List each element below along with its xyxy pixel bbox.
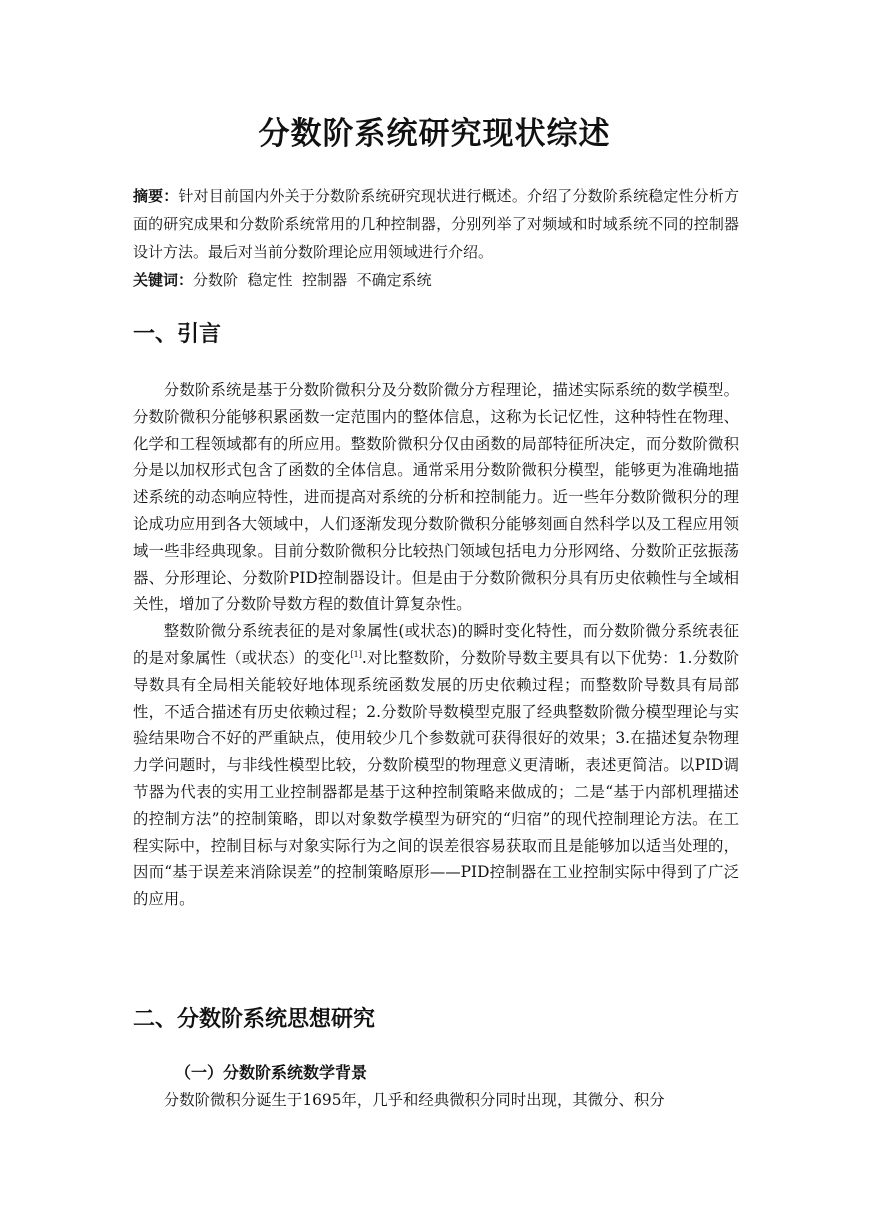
section-heading-introduction: 一、引言 <box>133 322 222 347</box>
abstract-label: 摘要： <box>133 187 179 205</box>
subsection-heading-math-background: （一）分数阶系统数学背景 <box>175 1063 368 1082</box>
keywords-text: 分数阶 稳定性 控制器 不确定系统 <box>193 271 432 289</box>
keywords-label: 关键词： <box>133 271 194 289</box>
abstract-text: 针对目前国内外关于分数阶系统研究现状进行概述。介绍了分数阶系统稳定性分析方面的研究成果和分数阶系统常用的几种控制器，分别列举了对频域和时域系统不同的控制器设计方法。最后对当前分数阶理论应用领域进行介绍。 <box>133 187 739 261</box>
paragraph-text: 整数阶微分系统表征的是对象属性(或状态)的瞬时变化特性，而分数阶微分系统表征的是对象属性（或状态）的变化 <box>133 622 739 667</box>
citation-reference[interactable]: [1] <box>350 649 362 659</box>
abstract-block <box>133 182 739 294</box>
paragraph-text: .对比整数阶，分数阶导数主要具有以下优势：1.分数阶导数具有全局相关能较好地体现系统函数发展的历史依赖过程；而整数阶导数具有局部性，不适合描述有历史依赖过程；2.分数阶导数模型克服了经典整数阶微分模型理论与实验结果吻合不好的严重缺点，使用较少几个参数就可获得很好的效果；3.在描述复杂物理力学问题时，与非线性模型比较，分数阶模型的物理意义更清晰，表述更简洁。以PID调节器为代表的实用工业控制器都是基于这种控制策略来做成的；二是“基于内部机理描述的控制方法”的控制策略，即以对象数学模型为研究的“归宿”的现代控制理论方法。在工程实际中，控制目标与对象实际行为之间的误差很容易获取而且是能够加以适当处理的，因而“基于误差来消除误差”的控制策略原形——PID控制器在工业控制实际中得到了广泛的应用。 <box>133 648 739 909</box>
paper-title: 分数阶系统研究现状综述 <box>258 116 611 152</box>
math-background-body <box>133 1087 739 1114</box>
body-paragraph <box>133 618 739 913</box>
keywords-line <box>133 266 739 294</box>
body-paragraph: 分数阶系统是基于分数阶微积分及分数阶微分方程理论，描述实际系统的数学模型。分数阶微积分能够积累函数一定范围内的整体信息，这称为长记忆性，这种特性在物理、化学和工程领域都有的所应用。整数阶微积分仅由函数的局部特征所决定，而分数阶微积分是以加权形式包含了函数的全体信息。通常采用分数阶微积分模型，能够更为准确地描述系统的动态响应特性，进而提高对系统的分析和控制能力。近一些年分数阶微积分的理论成功应用到各大领域中，人们逐渐发现分数阶微积分能够刻画自然科学以及工程应用领域一些非经典现象。目前分数阶微积分比较热门领域包括电力分形网络、分数阶正弦振荡器、分形理论、分数阶PID控制器设计。但是由于分数阶微积分具有历史依赖性与全域相关性，增加了分数阶导数方程的数值计算复杂性。 <box>133 381 739 614</box>
introduction-body <box>133 377 739 913</box>
abstract-paragraph <box>133 182 739 266</box>
section-heading-fractional-system: 二、分数阶系统思想研究 <box>133 1007 376 1032</box>
body-paragraph: 分数阶微积分诞生于1695年，几乎和经典微积分同时出现，其微分、积分 <box>163 1091 665 1109</box>
